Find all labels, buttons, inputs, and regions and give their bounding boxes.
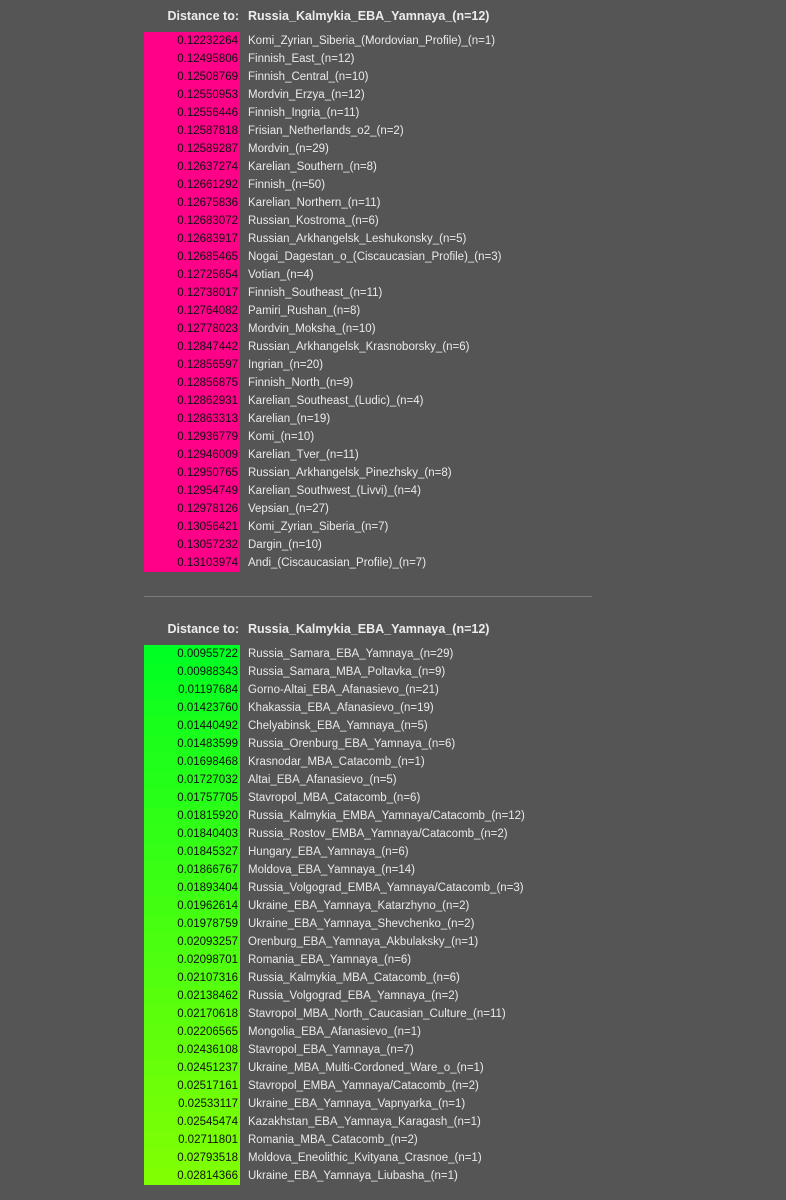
section-divider: [144, 596, 592, 597]
table-rows: [0, 645, 786, 1185]
distance-value: 0.12685465: [144, 248, 240, 266]
table-row: [0, 266, 786, 284]
distance-value: 0.12661292: [144, 176, 240, 194]
distance-value: 0.12637274: [144, 158, 240, 176]
table-row: [0, 753, 786, 771]
distance-value: 0.01840403: [144, 825, 240, 843]
distance-value: 0.12675836: [144, 194, 240, 212]
table-row: [0, 1077, 786, 1095]
distance-value: 0.02138462: [144, 987, 240, 1005]
population-name: Hungary_EBA_Yamnaya_(n=6): [248, 846, 409, 858]
table-row: [0, 933, 786, 951]
table-row: [0, 1005, 786, 1023]
distance-value: 0.13057232: [144, 536, 240, 554]
population-name: Russia_Volgograd_EMBA_Yamnaya/Catacomb_(n=3): [248, 882, 524, 894]
table-row: [0, 1149, 786, 1167]
table-row: [0, 969, 786, 987]
table-header: [0, 6, 786, 26]
distance-value: 0.12764082: [144, 302, 240, 320]
population-name: Ukraine_EBA_Yamnaya_Liubasha_(n=1): [248, 1170, 458, 1182]
population-name: Karelian_Southeast_(Ludic)_(n=4): [248, 395, 424, 407]
population-name: Stavropol_EBA_Yamnaya_(n=7): [248, 1044, 414, 1056]
table-row: [0, 212, 786, 230]
table-row: [0, 320, 786, 338]
distance-value: 0.02098701: [144, 951, 240, 969]
table-row: [0, 428, 786, 446]
population-name: Nogai_Dagestan_o_(Ciscaucasian_Profile)_(n=3): [248, 251, 502, 263]
table-rows: [0, 32, 786, 572]
distance-value: 0.12978126: [144, 500, 240, 518]
population-name: Krasnodar_MBA_Catacomb_(n=1): [248, 756, 425, 768]
table-row: [0, 68, 786, 86]
table-row: [0, 302, 786, 320]
table-row: [0, 951, 786, 969]
population-name: Mordvin_(n=29): [248, 143, 329, 155]
population-name: Komi_Zyrian_Siberia_(Mordovian_Profile)_(n=1): [248, 35, 496, 47]
population-name: Chelyabinsk_EBA_Yamnaya_(n=5): [248, 720, 428, 732]
table-row: [0, 374, 786, 392]
table-row: [0, 1059, 786, 1077]
table-row: [0, 645, 786, 663]
table-row: [0, 897, 786, 915]
table-row: [0, 284, 786, 302]
distance-value: 0.12862931: [144, 392, 240, 410]
table-row: [0, 861, 786, 879]
distance-value: 0.02711801: [144, 1131, 240, 1149]
distance-value: 0.01962614: [144, 897, 240, 915]
distance-value: 0.01978759: [144, 915, 240, 933]
table-row: [0, 1023, 786, 1041]
distance-value: 0.01440492: [144, 717, 240, 735]
population-name: Moldova_EBA_Yamnaya_(n=14): [248, 864, 415, 876]
distance-value: 0.12556446: [144, 104, 240, 122]
distance-value: 0.12683917: [144, 230, 240, 248]
population-name: Frisian_Netherlands_o2_(n=2): [248, 125, 404, 137]
distance-value: 0.12683072: [144, 212, 240, 230]
distance-value: 0.12950765: [144, 464, 240, 482]
table-row: [0, 158, 786, 176]
population-name: Ukraine_EBA_Yamnaya_Katarzhyno_(n=2): [248, 900, 470, 912]
population-name: Khakassia_EBA_Afanasievo_(n=19): [248, 702, 434, 714]
distance-value: 0.12508769: [144, 68, 240, 86]
distance-value: 0.02170618: [144, 1005, 240, 1023]
table-row: [0, 194, 786, 212]
population-name: Mordvin_Erzya_(n=12): [248, 89, 365, 101]
population-name: Altai_EBA_Afanasievo_(n=5): [248, 774, 397, 786]
population-name: Pamiri_Rushan_(n=8): [248, 305, 361, 317]
table-row: [0, 392, 786, 410]
table-row: [0, 140, 786, 158]
table-row: [0, 338, 786, 356]
population-name: Komi_(n=10): [248, 431, 315, 443]
population-name: Russia_Rostov_EMBA_Yamnaya/Catacomb_(n=2): [248, 828, 508, 840]
table-row: [0, 464, 786, 482]
distance-value: 0.01197684: [144, 681, 240, 699]
distance-value: 0.13103974: [144, 554, 240, 572]
distance-value: 0.12946009: [144, 446, 240, 464]
distance-value: 0.12725654: [144, 266, 240, 284]
distance-table-bottom: [0, 619, 786, 1185]
population-name: Finnish_(n=50): [248, 179, 326, 191]
population-name: Russia_Kalmykia_EMBA_Yamnaya/Catacomb_(n=12): [248, 810, 525, 822]
table-row: [0, 699, 786, 717]
distance-value: 0.12738017: [144, 284, 240, 302]
distance-value: 0.01483599: [144, 735, 240, 753]
table-row: [0, 1041, 786, 1059]
distance-value: 0.02517161: [144, 1077, 240, 1095]
distance-value: 0.01727032: [144, 771, 240, 789]
population-name: Ukraine_MBA_Multi-Cordoned_Ware_o_(n=1): [248, 1062, 484, 1074]
distance-value: 0.02793518: [144, 1149, 240, 1167]
population-name: Russian_Kostroma_(n=6): [248, 215, 379, 227]
table-row: [0, 807, 786, 825]
header-label: Distance to:: [167, 9, 239, 23]
distance-value: 0.12587818: [144, 122, 240, 140]
table-row: [0, 410, 786, 428]
distance-value: 0.13056421: [144, 518, 240, 536]
population-name: Komi_Zyrian_Siberia_(n=7): [248, 521, 389, 533]
table-row: [0, 122, 786, 140]
distance-value: 0.12936779: [144, 428, 240, 446]
population-name: Finnish_Central_(n=10): [248, 71, 369, 83]
population-name: Russia_Volgograd_EBA_Yamnaya_(n=2): [248, 990, 459, 1002]
distance-value: 0.00955722: [144, 645, 240, 663]
distance-value: 0.12863313: [144, 410, 240, 428]
population-name: Andi_(Ciscaucasian_Profile)_(n=7): [248, 557, 427, 569]
population-name: Mordvin_Moksha_(n=10): [248, 323, 376, 335]
population-name: Dargin_(n=10): [248, 539, 322, 551]
population-name: Romania_EBA_Yamnaya_(n=6): [248, 954, 412, 966]
population-name: Russia_Samara_EBA_Yamnaya_(n=29): [248, 648, 454, 660]
table-row: [0, 500, 786, 518]
distance-value: 0.01423760: [144, 699, 240, 717]
distance-value: 0.12856597: [144, 356, 240, 374]
distance-value: 0.01866767: [144, 861, 240, 879]
population-name: Finnish_East_(n=12): [248, 53, 355, 65]
table-row: [0, 104, 786, 122]
header-label: Distance to:: [167, 622, 239, 636]
distance-value: 0.02436108: [144, 1041, 240, 1059]
population-name: Stavropol_MBA_Catacomb_(n=6): [248, 792, 421, 804]
distance-value: 0.02451237: [144, 1059, 240, 1077]
population-name: Russian_Arkhangelsk_Pinezhsky_(n=8): [248, 467, 452, 479]
population-name: Karelian_Southwest_(Livvi)_(n=4): [248, 485, 421, 497]
table-row: [0, 50, 786, 68]
table-row: [0, 356, 786, 374]
distance-value: 0.12847442: [144, 338, 240, 356]
population-name: Stavropol_MBA_North_Caucasian_Culture_(n=11): [248, 1008, 506, 1020]
distance-value: 0.12778023: [144, 320, 240, 338]
population-name: Russia_Samara_MBA_Poltavka_(n=9): [248, 666, 446, 678]
table-row: [0, 248, 786, 266]
population-name: Ukraine_EBA_Yamnaya_Vapnyarka_(n=1): [248, 1098, 466, 1110]
distance-value: 0.12232264: [144, 32, 240, 50]
table-row: [0, 663, 786, 681]
table-row: [0, 86, 786, 104]
distance-value: 0.02107316: [144, 969, 240, 987]
population-name: Ingrian_(n=20): [248, 359, 324, 371]
table-row: [0, 1113, 786, 1131]
population-name: Karelian_(n=19): [248, 413, 331, 425]
distance-value: 0.02206565: [144, 1023, 240, 1041]
table-row: [0, 32, 786, 50]
table-row: [0, 915, 786, 933]
distance-value: 0.02814366: [144, 1167, 240, 1185]
table-row: [0, 554, 786, 572]
distance-value: 0.02545474: [144, 1113, 240, 1131]
distance-value: 0.01815920: [144, 807, 240, 825]
distance-value: 0.00988343: [144, 663, 240, 681]
population-name: Finnish_North_(n=9): [248, 377, 354, 389]
table-row: [0, 446, 786, 464]
table-row: [0, 789, 786, 807]
distance-value: 0.12954749: [144, 482, 240, 500]
table-row: [0, 536, 786, 554]
table-row: [0, 1131, 786, 1149]
population-name: Russia_Kalmykia_MBA_Catacomb_(n=6): [248, 972, 460, 984]
population-name: Russia_Orenburg_EBA_Yamnaya_(n=6): [248, 738, 456, 750]
distance-value: 0.02093257: [144, 933, 240, 951]
population-name: Gorno-Altai_EBA_Afanasievo_(n=21): [248, 684, 439, 696]
table-row: [0, 518, 786, 536]
population-name: Votian_(n=4): [248, 269, 314, 281]
table-row: [0, 735, 786, 753]
population-name: Russian_Arkhangelsk_Leshukonsky_(n=5): [248, 233, 467, 245]
distance-value: 0.01698468: [144, 753, 240, 771]
table-row: [0, 1167, 786, 1185]
table-row: [0, 987, 786, 1005]
distance-value: 0.01893404: [144, 879, 240, 897]
distance-value: 0.12495806: [144, 50, 240, 68]
population-name: Vepsian_(n=27): [248, 503, 329, 515]
table-header: [0, 619, 786, 639]
population-name: Ukraine_EBA_Yamnaya_Shevchenko_(n=2): [248, 918, 475, 930]
population-name: Mongolia_EBA_Afanasievo_(n=1): [248, 1026, 421, 1038]
table-row: [0, 771, 786, 789]
population-name: Karelian_Tver_(n=11): [248, 449, 359, 461]
distance-value: 0.01845327: [144, 843, 240, 861]
distance-value: 0.12589287: [144, 140, 240, 158]
population-name: Moldova_Eneolithic_Kvityana_Crasnoe_(n=1): [248, 1152, 482, 1164]
table-row: [0, 879, 786, 897]
table-row: [0, 825, 786, 843]
population-name: Finnish_Ingria_(n=11): [248, 107, 360, 119]
distance-table-top: [0, 6, 786, 572]
population-name: Russian_Arkhangelsk_Krasnoborsky_(n=6): [248, 341, 470, 353]
table-row: [0, 717, 786, 735]
table-row: [0, 681, 786, 699]
table-row: [0, 1095, 786, 1113]
table-row: [0, 843, 786, 861]
population-name: Karelian_Southern_(n=8): [248, 161, 377, 173]
distance-value: 0.12856875: [144, 374, 240, 392]
population-name: Orenburg_EBA_Yamnaya_Akbulaksky_(n=1): [248, 936, 479, 948]
table-row: [0, 482, 786, 500]
header-target: Russia_Kalmykia_EBA_Yamnaya_(n=12): [248, 9, 490, 23]
table-row: [0, 230, 786, 248]
population-name: Romania_MBA_Catacomb_(n=2): [248, 1134, 418, 1146]
distance-value: 0.12550953: [144, 86, 240, 104]
population-name: Kazakhstan_EBA_Yamnaya_Karagash_(n=1): [248, 1116, 481, 1128]
distance-value: 0.01757705: [144, 789, 240, 807]
population-name: Stavropol_EMBA_Yamnaya/Catacomb_(n=2): [248, 1080, 479, 1092]
distance-value: 0.02533117: [144, 1095, 240, 1113]
population-name: Finnish_Southeast_(n=11): [248, 287, 383, 299]
population-name: Karelian_Northern_(n=11): [248, 197, 381, 209]
header-target: Russia_Kalmykia_EBA_Yamnaya_(n=12): [248, 622, 490, 636]
table-row: [0, 176, 786, 194]
